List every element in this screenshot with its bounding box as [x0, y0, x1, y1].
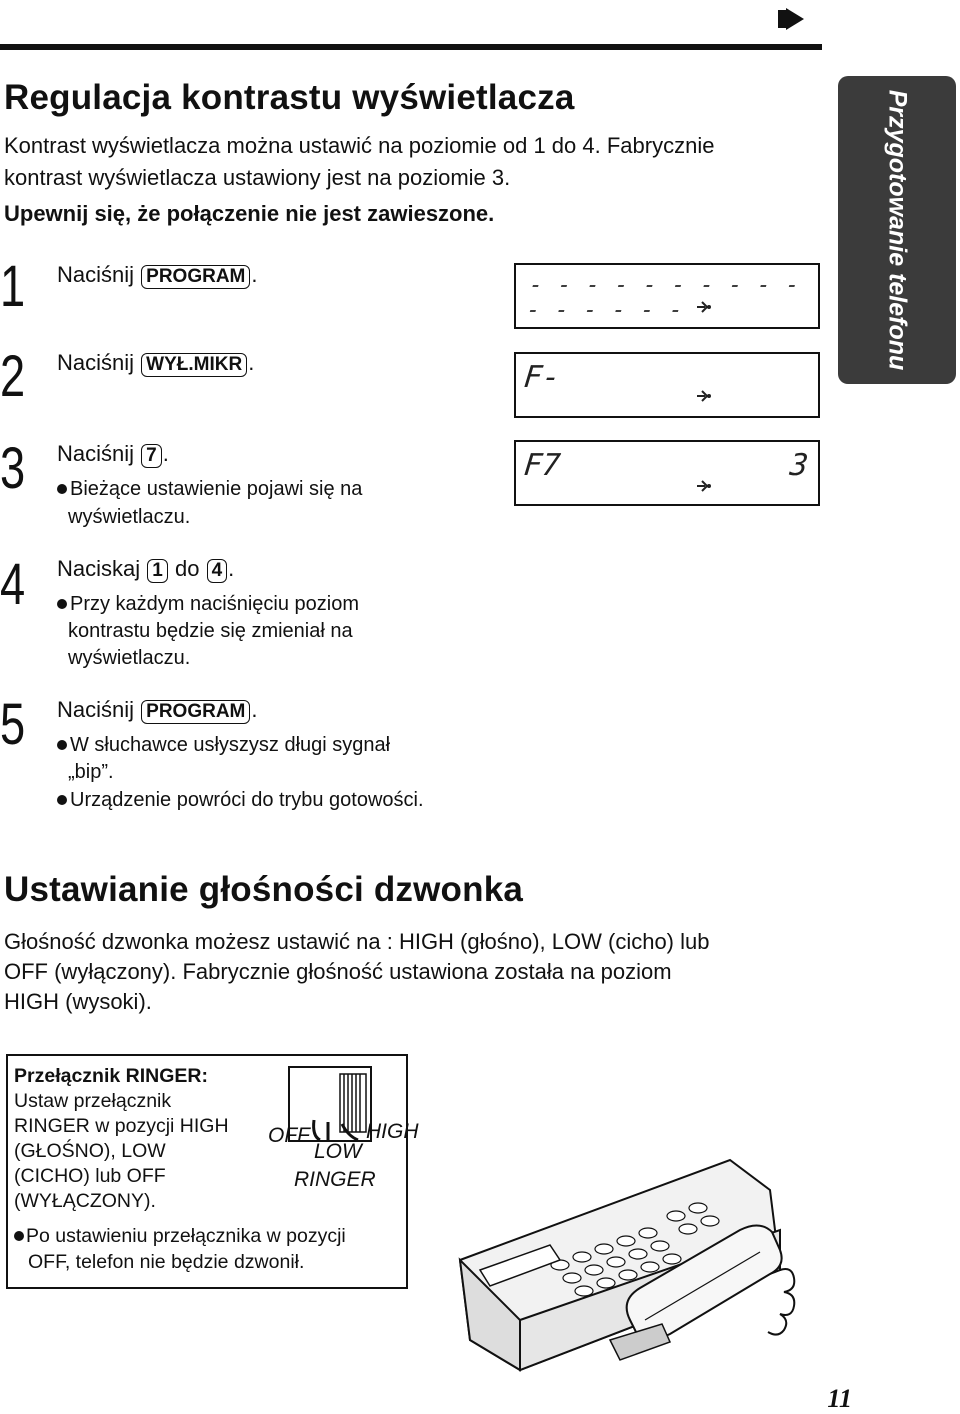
- top-rule: [0, 44, 822, 50]
- side-tab: [838, 76, 956, 384]
- step-number-5: 5: [0, 692, 26, 757]
- lcd-level-value: 3: [788, 448, 810, 483]
- step-5-bullet-1-line-2: „bip”.: [68, 761, 114, 783]
- telephone-illustration: [440, 1120, 830, 1380]
- lcd-display-2: [514, 352, 820, 418]
- step-1-prefix: Naciśnij: [57, 262, 135, 287]
- step-4-suffix: .: [228, 556, 235, 581]
- phone-indicator-icon: [695, 299, 713, 315]
- step-4-prefix: Naciskaj: [57, 556, 141, 581]
- page-number: 11: [827, 1384, 852, 1413]
- step-5-bullet-2: [57, 786, 424, 814]
- step-4-middle: do: [174, 556, 200, 581]
- ringer-label-ringer: RINGER: [294, 1168, 376, 1191]
- ringer-para-line-2: OFF (wyłączony). Fabrycznie głośność ustawiona została na poziom: [4, 959, 672, 984]
- ringer-box-line-4: (CICHO) lub OFF: [14, 1165, 166, 1187]
- step-number-4: 4: [0, 552, 26, 617]
- step-5-prefix: Naciśnij: [57, 697, 135, 722]
- bullet-icon: [14, 1231, 24, 1241]
- bullet-icon: [57, 795, 67, 805]
- intro-line-2: kontrast wyświetlacza ustawiony jest na poziomie 3.: [4, 165, 511, 190]
- step-3-bullet-line-1: Bieżące ustawienie pojawi się na: [70, 478, 363, 500]
- ringer-box-heading: Przełącznik RINGER:: [14, 1065, 208, 1087]
- ringer-box-bullet-line-1: Po ustawieniu przełącznika w pozycji: [26, 1225, 346, 1247]
- section-title-ringer: Ustawianie głośności dzwonka: [4, 870, 524, 909]
- bullet-icon: [57, 740, 67, 750]
- lcd-text-1: - - - - - - - - - - - - - - - -: [525, 273, 802, 323]
- lcd-display-1: [514, 263, 820, 329]
- step-5-bullet-1: [57, 731, 390, 759]
- ringer-box-line-2: RINGER w pozycji HIGH: [14, 1115, 229, 1137]
- ringer-box-bullet-line-2: OFF, telefon nie będzie dzwonił.: [28, 1251, 305, 1273]
- step-number-3: 3: [0, 436, 26, 501]
- bullet-icon: [57, 599, 67, 609]
- bullet-icon: [57, 484, 67, 494]
- step-1-instruction: [57, 261, 258, 289]
- step-5-instruction: [57, 696, 258, 724]
- intro-line-1: Kontrast wyświetlacza można ustawić na poziomie od 1 do 4. Fabrycznie: [4, 133, 715, 158]
- step-4-bullet-line-2: kontrastu będzie się zmieniał na: [68, 620, 353, 642]
- step-5-bullet-1-line-1: W słuchawce usłyszysz długi sygnał: [70, 734, 391, 756]
- step-5-suffix: .: [251, 697, 258, 722]
- step-5-bullet-2-text: Urządzenie powróci do trybu gotowości.: [70, 789, 424, 811]
- step-3-bullet: [57, 475, 362, 503]
- program-key: PROGRAM: [141, 700, 250, 724]
- lcd-text-3: F7: [522, 448, 562, 483]
- warning-text: Upewnij się, że połączenie nie jest zawieszone.: [4, 201, 495, 226]
- ringer-para-line-1: Głośność dzwonka możesz ustawić na : HIGH (głośno), LOW (cicho) lub: [4, 929, 710, 954]
- ringer-label-high: HIGH: [366, 1120, 419, 1143]
- ringer-box-line-3: (GŁOŚNO), LOW: [14, 1140, 166, 1162]
- step-4-bullet: [57, 590, 359, 618]
- step-4-bullet-line-3: wyświetlaczu.: [68, 647, 191, 669]
- step-2-prefix: Naciśnij: [57, 350, 135, 375]
- step-number-2: 2: [0, 344, 26, 409]
- ringer-label-off: OFF: [268, 1124, 310, 1147]
- step-2-instruction: [57, 349, 254, 377]
- ringer-para-line-3: HIGH (wysoki).: [4, 989, 152, 1014]
- step-3-instruction: [57, 440, 169, 468]
- step-3-suffix: .: [162, 441, 169, 466]
- step-3-bullet-line-2: wyświetlaczu.: [68, 506, 191, 528]
- phone-indicator-icon: [695, 388, 713, 404]
- ringer-box-bullet: [14, 1224, 346, 1249]
- step-4-bullet-line-1: Przy każdym naciśnięciu poziom: [70, 593, 359, 615]
- key-4: 4: [207, 559, 228, 583]
- step-1-suffix: .: [251, 262, 258, 287]
- step-number-1: 1: [0, 254, 26, 319]
- key-1: 1: [147, 559, 168, 583]
- phone-indicator-icon: [695, 478, 713, 494]
- ringer-box-line-5: (WYŁĄCZONY).: [14, 1190, 156, 1212]
- key-7: 7: [141, 444, 162, 468]
- step-4-instruction: [57, 555, 234, 583]
- ringer-box-line-1: Ustaw przełącznik: [14, 1090, 172, 1112]
- lcd-text-2: F-: [522, 360, 562, 395]
- program-key: PROGRAM: [141, 265, 250, 289]
- step-2-suffix: .: [248, 350, 255, 375]
- lcd-display-3: [514, 440, 820, 506]
- ringer-label-low: LOW: [314, 1140, 362, 1163]
- next-page-arrow-icon: [778, 8, 804, 30]
- step-3-prefix: Naciśnij: [57, 441, 135, 466]
- section-title-contrast: Regulacja kontrastu wyświetlacza: [4, 78, 575, 117]
- side-tab-label: Przygotowanie telefonu: [883, 89, 912, 371]
- mute-key: WYŁ.MIKR: [141, 353, 247, 377]
